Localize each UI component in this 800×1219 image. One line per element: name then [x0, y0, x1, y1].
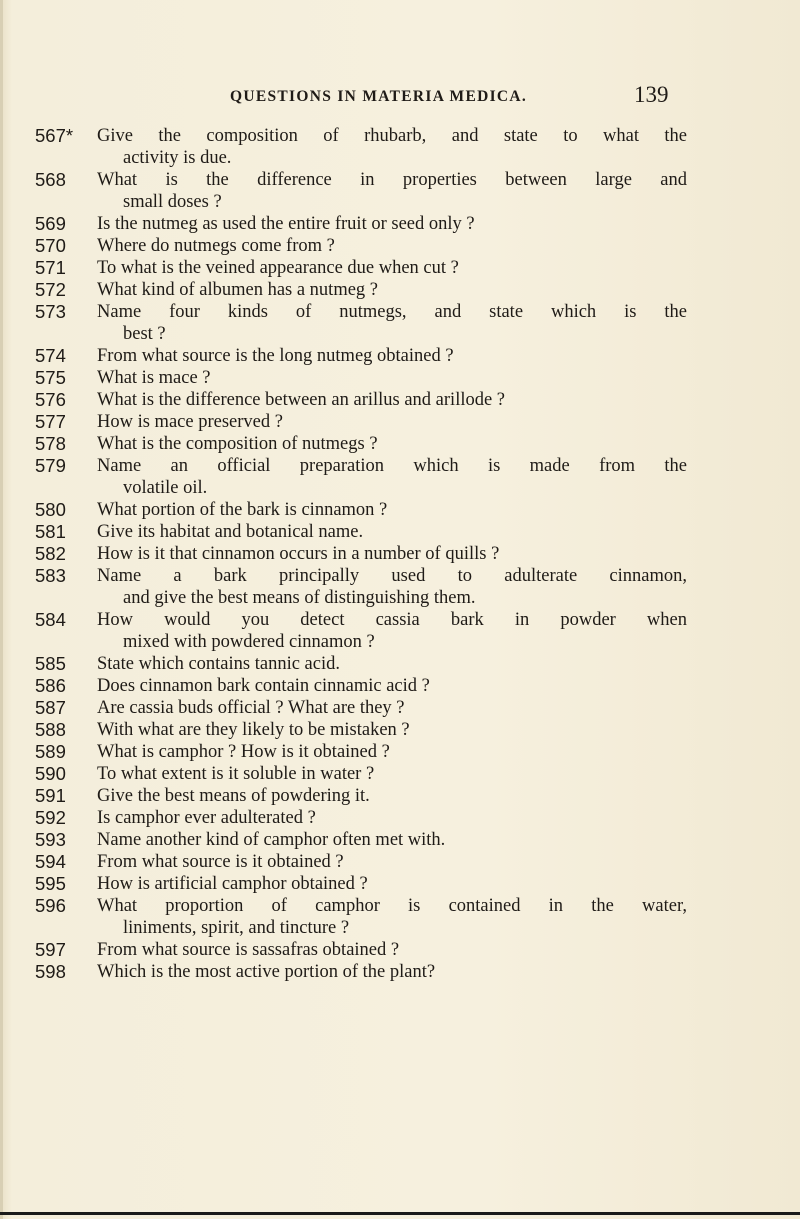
question-number: 567*: [35, 125, 74, 146]
question-line: What proportion of camphor is contained in the water,: [97, 896, 687, 916]
question-line: Is camphor ever adulterated ?: [97, 808, 316, 828]
question-line: Name four kinds of nutmegs, and state which is the: [97, 302, 687, 322]
question-item: [0, 543, 800, 565]
question-number: 577: [35, 411, 66, 432]
question-number: 572: [35, 279, 66, 300]
question-item: [0, 675, 800, 697]
question-number: 589: [35, 741, 66, 762]
question-number: 588: [35, 719, 66, 740]
question-item: [0, 345, 800, 367]
question-text: [97, 851, 687, 873]
question-line: How is it that cinnamon occurs in a number of quills ?: [97, 544, 500, 564]
question-item: [0, 697, 800, 719]
question-number: 576: [35, 389, 66, 410]
question-number: 574: [35, 345, 66, 366]
question-number: 598: [35, 961, 66, 982]
question-continuation-line: and give the best means of distinguishing them.: [123, 588, 476, 608]
question-item: [0, 389, 800, 411]
question-item: [0, 609, 800, 653]
question-line: What kind of albumen has a nutmeg ?: [97, 280, 379, 300]
question-number: 587: [35, 697, 66, 718]
page-header: [0, 82, 800, 112]
bottom-rule: [0, 1212, 800, 1215]
question-number: 568: [35, 169, 66, 190]
question-text: [97, 345, 687, 367]
question-number: 594: [35, 851, 66, 872]
question-text: [97, 675, 687, 697]
question-line: From what source is the long nutmeg obtained ?: [97, 346, 454, 366]
question-number: 583: [35, 565, 66, 586]
running-title: QUESTIONS IN MATERIA MEDICA.: [230, 88, 528, 105]
question-number: 569: [35, 213, 66, 234]
question-item: [0, 235, 800, 257]
question-item: [0, 653, 800, 675]
question-item: [0, 499, 800, 521]
question-number: 578: [35, 433, 66, 454]
question-text: [97, 829, 687, 851]
question-number: 592: [35, 807, 66, 828]
question-number: 596: [35, 895, 66, 916]
question-line: Name another kind of camphor often met with.: [97, 830, 446, 850]
question-item: [0, 565, 800, 609]
question-text: [97, 433, 687, 455]
question-line: What is the composition of nutmegs ?: [97, 434, 378, 454]
question-item: [0, 961, 800, 983]
question-continuation-line: volatile oil.: [123, 478, 208, 498]
question-number: 595: [35, 873, 66, 894]
question-text: [97, 873, 687, 895]
question-line: What is mace ?: [97, 368, 211, 388]
question-item: [0, 257, 800, 279]
question-continuation-line: mixed with powdered cinnamon ?: [123, 632, 375, 652]
question-line: How would you detect cassia bark in powder when: [97, 610, 687, 630]
question-item: [0, 895, 800, 939]
question-text: [97, 807, 687, 829]
question-line: Where do nutmegs come from ?: [97, 236, 335, 256]
question-number: 571: [35, 257, 66, 278]
question-line: What portion of the bark is cinnamon ?: [97, 500, 388, 520]
question-text: [97, 895, 687, 939]
question-number: 584: [35, 609, 66, 630]
question-text: [97, 653, 687, 675]
question-text: [97, 411, 687, 433]
question-text: [97, 169, 687, 213]
question-number: 582: [35, 543, 66, 564]
question-text: [97, 697, 687, 719]
question-line: Give the best means of powdering it.: [97, 786, 370, 806]
question-text: [97, 939, 687, 961]
question-line: What is the difference between an arillus and arillode ?: [97, 390, 506, 410]
question-number: 581: [35, 521, 66, 542]
question-item: [0, 455, 800, 499]
question-continuation-line: activity is due.: [123, 148, 232, 168]
question-item: [0, 279, 800, 301]
question-number: 573: [35, 301, 66, 322]
question-line: From what source is sassafras obtained ?: [97, 940, 400, 960]
question-text: [97, 389, 687, 411]
question-number: 586: [35, 675, 66, 696]
question-line: Which is the most active portion of the plant?: [97, 962, 436, 982]
question-number: 580: [35, 499, 66, 520]
question-text: [97, 741, 687, 763]
question-text: [97, 367, 687, 389]
question-line: How is artificial camphor obtained ?: [97, 874, 368, 894]
question-item: [0, 169, 800, 213]
question-text: [97, 961, 687, 983]
question-line: Name a bark principally used to adulterate cinnamon,: [97, 566, 687, 586]
question-line: Give the composition of rhubarb, and state to what the: [97, 126, 687, 146]
question-line: Are cassia buds official ? What are they ?: [97, 698, 405, 718]
question-continuation-line: small doses ?: [123, 192, 222, 212]
question-item: [0, 873, 800, 895]
question-text: [97, 279, 687, 301]
question-number: 585: [35, 653, 66, 674]
question-line: State which contains tannic acid.: [97, 654, 340, 674]
question-text: [97, 609, 687, 653]
question-continuation-line: best ?: [123, 324, 166, 344]
question-number: 597: [35, 939, 66, 960]
question-item: [0, 807, 800, 829]
question-item: [0, 719, 800, 741]
question-list: [0, 125, 800, 983]
question-item: [0, 367, 800, 389]
question-item: [0, 939, 800, 961]
question-line: Is the nutmeg as used the entire fruit or seed only ?: [97, 214, 475, 234]
question-item: [0, 301, 800, 345]
question-item: [0, 411, 800, 433]
question-item: [0, 829, 800, 851]
question-line: What is the difference in properties between large and: [97, 170, 687, 190]
page-number: 139: [634, 82, 669, 107]
question-line: What is camphor ? How is it obtained ?: [97, 742, 390, 762]
question-text: [97, 213, 687, 235]
question-item: [0, 785, 800, 807]
question-number: 570: [35, 235, 66, 256]
question-text: [97, 455, 687, 499]
question-text: [97, 521, 687, 543]
question-number: 575: [35, 367, 66, 388]
question-line: Give its habitat and botanical name.: [97, 522, 364, 542]
question-number: 579: [35, 455, 66, 476]
question-text: [97, 125, 687, 169]
question-number: 591: [35, 785, 66, 806]
question-text: [97, 499, 687, 521]
question-text: [97, 257, 687, 279]
question-number: 593: [35, 829, 66, 850]
question-item: [0, 741, 800, 763]
question-item: [0, 763, 800, 785]
question-item: [0, 213, 800, 235]
question-text: [97, 235, 687, 257]
question-text: [97, 565, 687, 609]
question-text: [97, 543, 687, 565]
question-item: [0, 851, 800, 873]
question-line: From what source is it obtained ?: [97, 852, 344, 872]
question-text: [97, 763, 687, 785]
question-item: [0, 433, 800, 455]
question-item: [0, 125, 800, 169]
question-continuation-line: liniments, spirit, and tincture ?: [123, 918, 350, 938]
question-line: Does cinnamon bark contain cinnamic acid ?: [97, 676, 430, 696]
question-line: To what extent is it soluble in water ?: [97, 764, 375, 784]
question-line: With what are they likely to be mistaken ?: [97, 720, 410, 740]
question-line: How is mace preserved ?: [97, 412, 283, 432]
question-number: 590: [35, 763, 66, 784]
question-text: [97, 719, 687, 741]
question-item: [0, 521, 800, 543]
question-line: To what is the veined appearance due when cut ?: [97, 258, 459, 278]
question-line: Name an official preparation which is made from the: [97, 456, 687, 476]
question-text: [97, 301, 687, 345]
question-text: [97, 785, 687, 807]
